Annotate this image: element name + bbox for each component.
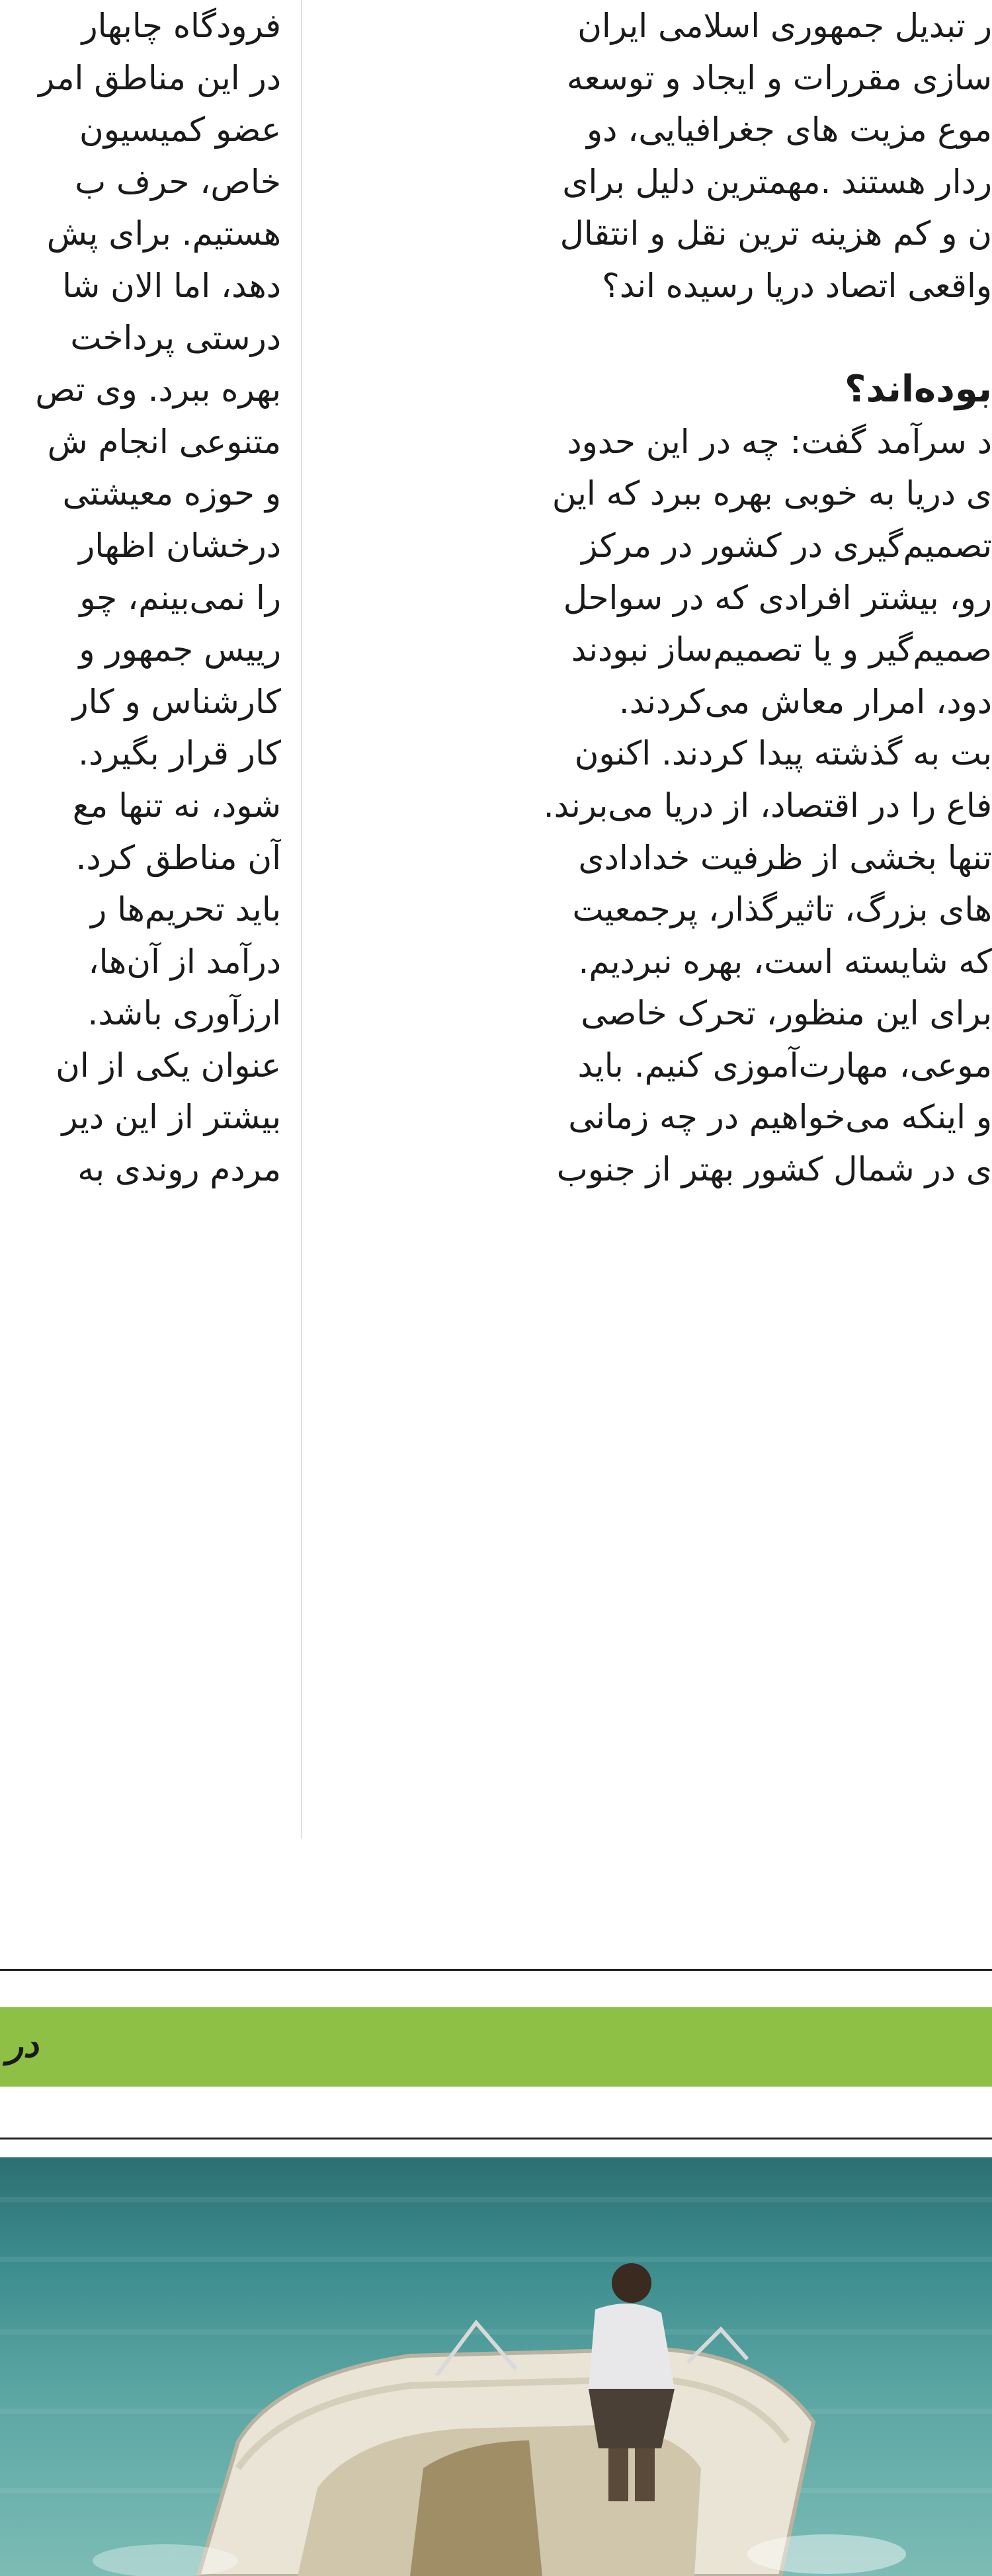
body-line: دود، امرار معاش می‌کردند. (618, 682, 992, 721)
left-line: درآمد از آن‌ها، (88, 942, 281, 981)
left-line: بهره ببرد. وی تص (35, 370, 281, 409)
left-line: کار قرار بگیرد. (78, 734, 281, 773)
body-line: فاع را در اقتصاد، از دریا می‌برند. (543, 786, 992, 825)
body-line: ی در شمال کشور بهتر از جنوب (556, 1150, 992, 1189)
body-line: موعی، مهارت‌آموزی کنیم. باید (577, 1046, 992, 1085)
boat-photo (0, 2157, 992, 2576)
left-line: را نمی‌بینم، چو (79, 578, 281, 617)
left-line: درخشان اظهار (79, 526, 281, 565)
left-line: ارزآوری باشد. (87, 994, 281, 1033)
body-line: برای این منظور، تحرک خاصی (581, 994, 992, 1033)
left-line: رییس جمهور و (79, 630, 281, 669)
left-line: باید تحریم‌ها ر (91, 890, 281, 929)
section-heading: بوده‌اند؟ (845, 368, 992, 411)
left-line: فرودگاه چابهار (81, 7, 281, 45)
intro-line: واقعی اتصاد دریا رسیده اند؟ (602, 266, 992, 305)
intro-line: ردار هستند .مهمترین دلیل برای (562, 162, 992, 201)
left-line: بیشتر از این دیر (62, 1098, 281, 1137)
body-line: ی دریا به خوبی بهره ببرد که این (552, 474, 992, 513)
left-line: عنوان یکی از ان (56, 1046, 281, 1085)
boat-illustration (0, 2157, 992, 2576)
body-line: تنها بخشی از ظرفیت خدادادی (578, 838, 992, 877)
left-line: کارشناس و کار (72, 682, 281, 721)
bottom-rule (0, 2138, 992, 2140)
right-text-column (324, 0, 992, 1839)
left-line: در این مناطق امر (38, 58, 281, 97)
left-line: هستیم. برای پش (46, 214, 281, 253)
body-line: های بزرگ، تاثیرگذار، پرجمعیت (572, 890, 992, 929)
left-line: عضو کمیسیون (79, 110, 281, 149)
intro-line: ر تبدیل جمهوری اسلامی ایران (577, 7, 992, 45)
intro-line: سازی مقررات و ایجاد و توسعه (566, 58, 992, 97)
section-band-label: در (7, 2025, 39, 2065)
left-text-column (0, 0, 281, 1839)
body-line: د سرآمد گفت: چه در این حدود (567, 422, 992, 461)
left-line: متنوعی انجام ش (47, 422, 281, 461)
left-line: خاص، حرف ب (75, 162, 281, 201)
body-line: رو، بیشتر افرادی که در سواحل (563, 578, 992, 617)
left-line: درستی پرداخت (70, 318, 281, 357)
intro-line: موع مزیت های جغرافیایی، دو (586, 110, 992, 149)
column-divider (301, 0, 302, 1839)
left-line: و حوزه معیشتی (62, 474, 281, 513)
body-line: صمیم‌گیر و یا تصمیم‌ساز نبودند (571, 630, 992, 669)
left-line: شود، نه تنها مع (72, 786, 281, 825)
section-band (0, 2007, 992, 2087)
left-line: دهد، اما الان شا (62, 266, 281, 305)
left-line: آن مناطق کرد. (75, 838, 281, 877)
paragraph-spacer (324, 312, 992, 364)
body-line: که شایسته است، بهره نبردیم. (578, 942, 992, 981)
top-rule (0, 1969, 992, 1971)
body-line: بت به گذشته پیدا کردند. اکنون (574, 734, 992, 773)
body-line: تصمیم‌گیری در کشور در مرکز (581, 526, 992, 565)
intro-line: ن و کم هزینه ترین نقل و انتقال (559, 214, 992, 253)
body-line: و اینکه می‌خواهیم در چه زمانی (568, 1098, 992, 1137)
left-line: مردم روندی به (77, 1150, 281, 1189)
